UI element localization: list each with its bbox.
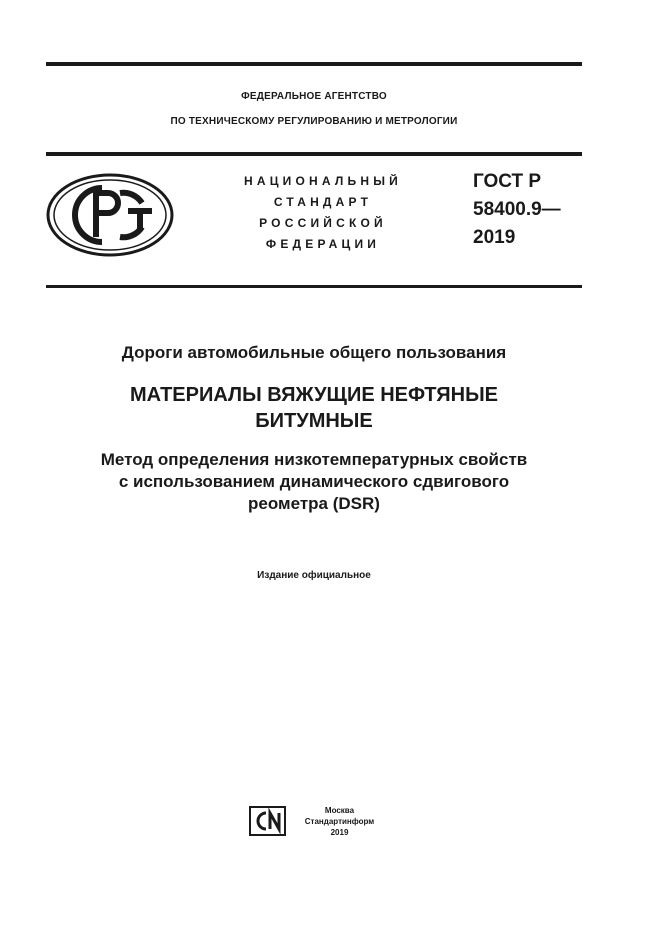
header-rule (46, 152, 582, 156)
national-standard-label (228, 171, 418, 255)
section-rule (46, 285, 582, 288)
publisher-block (292, 805, 387, 838)
gost-line: 58400.9— (473, 199, 561, 220)
document-main-title (46, 382, 582, 434)
national-standard-line: НАЦИОНАЛЬНЫЙ (243, 174, 403, 188)
document-pre-title: Дороги автомобильные общего пользования (121, 343, 507, 362)
method-title-line: реометра (DSR) (248, 494, 380, 513)
method-title-line: с использованием динамического сдвигового (118, 472, 510, 491)
main-title-line: МАТЕРИАЛЫ ВЯЖУЩИЕ НЕФТЯНЫЕ (129, 384, 498, 406)
agency-name-line-1: ФЕДЕРАЛЬНОЕ АГЕНТСТВО (241, 91, 387, 102)
document-method-title (46, 449, 582, 515)
top-rule (46, 62, 582, 66)
national-standard-line: РОССИЙСКОЙ (259, 216, 387, 230)
standartinform-logo-icon (249, 806, 286, 836)
gost-line: 2019 (473, 227, 516, 248)
national-standard-line: СТАНДАРТ (273, 195, 373, 209)
gost-line: ГОСТ Р (473, 171, 542, 192)
publisher-city: Москва (324, 806, 355, 815)
publisher-year: 2019 (330, 828, 349, 837)
main-title-line: БИТУМНЫЕ (255, 410, 373, 432)
rst-certification-emblem-icon (46, 173, 174, 257)
publisher-name: Стандартинформ (304, 817, 375, 826)
edition-label: Издание официальное (257, 570, 371, 581)
method-title-line: Метод определения низкотемпературных свойств (100, 450, 528, 469)
national-standard-line: ФЕДЕРАЦИИ (265, 237, 381, 251)
agency-name-line-2: ПО ТЕХНИЧЕСКОМУ РЕГУЛИРОВАНИЮ И МЕТРОЛОГИИ (170, 116, 458, 127)
gost-designation (473, 168, 561, 252)
